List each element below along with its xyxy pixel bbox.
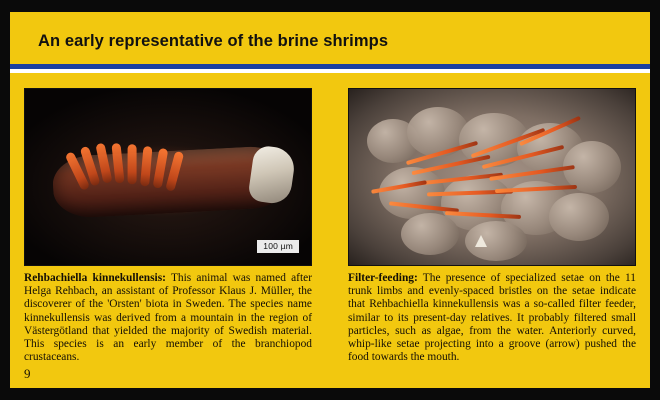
page-number: 9 <box>24 366 31 381</box>
header-rule-white <box>10 69 650 73</box>
header-band <box>10 12 650 64</box>
left-column <box>24 88 312 364</box>
frame-edge-left <box>0 0 10 400</box>
frame-edge-top <box>0 0 660 12</box>
frame-edge-bottom <box>0 388 660 400</box>
caption-right <box>348 272 636 364</box>
annotation-arrow-icon <box>475 235 487 247</box>
figure-filter-feeding <box>348 88 636 266</box>
specimen-limbs <box>69 137 203 204</box>
figure-rehbachiella-specimen <box>24 88 312 266</box>
caption-left-lead: Rehbachiella kinnekullensis: <box>24 272 166 284</box>
micrograph-background-left <box>25 89 311 265</box>
right-column <box>348 88 636 364</box>
caption-left <box>24 272 312 364</box>
micrograph-background-right <box>349 89 635 265</box>
page-title: An early representative of the brine shrimps <box>38 32 389 50</box>
caption-right-text: The presence of specialized setae on the 11 trunk limbs and evenly-spaced bristles on the setae indicate that Rehbachiella kinnekullensis was a so-called filter feeder, similar to its present-day relatives. It probably filtered small particles, such as algae, from the water. Anteriorly curved, whip-like setae projecting into a groove (arrow) pushed the food towards the mouth. <box>348 272 636 364</box>
caption-right-lead: Filter-feeding: <box>348 272 418 284</box>
specimen-head-region <box>247 144 296 205</box>
caption-left-text: This animal was named after Helga Rehbach, an assistant of Professor Klaus J. Müller, the discoverer of the 'Orsten' biota in Sweden. The species name kinnekullensis was derived from a mountain in the region of Västergötland that yielded the majority of Swedish material. This species is an early member of the branchiopod crustaceans. <box>24 272 312 364</box>
scale-bar-label: 100 µm <box>257 240 299 253</box>
frame-edge-right <box>650 0 660 400</box>
